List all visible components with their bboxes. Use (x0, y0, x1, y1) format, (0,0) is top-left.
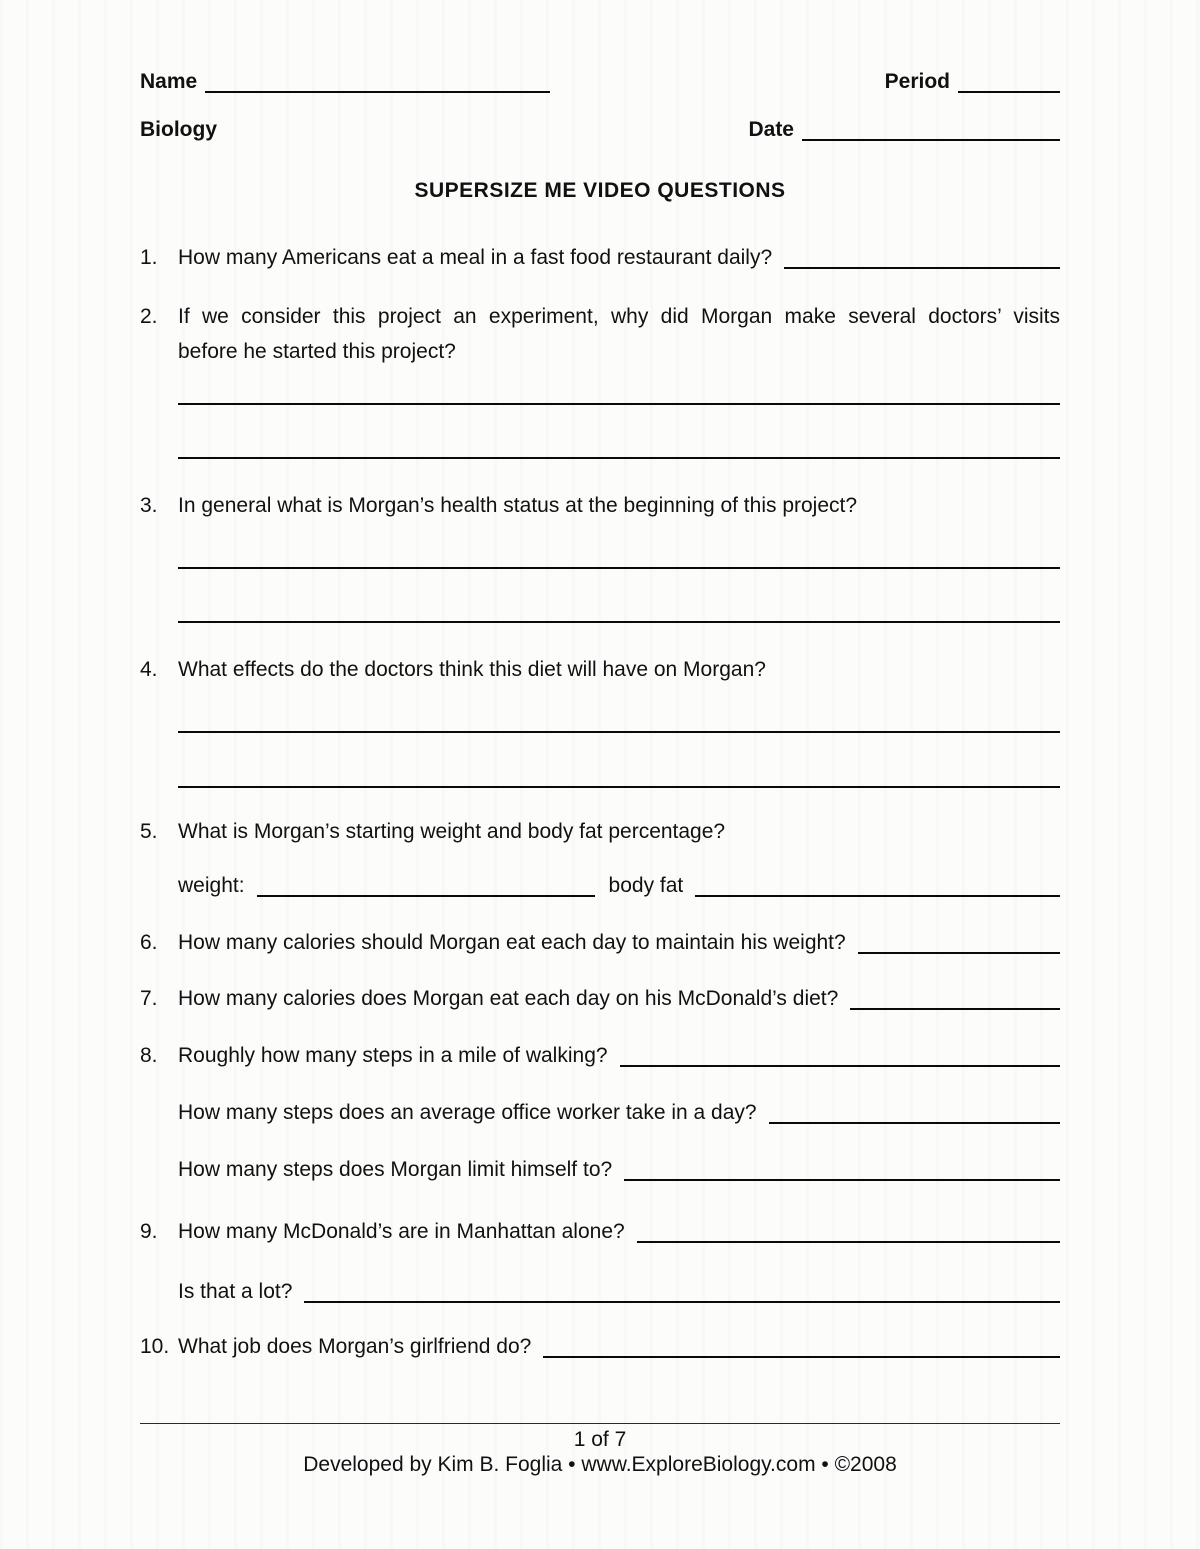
weight-blank[interactable] (257, 895, 595, 897)
question-7-number: 7. (140, 987, 158, 1010)
question-7-answer-blank[interactable] (850, 1008, 1060, 1010)
date-label: Date (748, 118, 794, 141)
question-8-number: 8. (140, 1044, 158, 1067)
question-8-sub-2-text: How many steps does Morgan limit himself to? (178, 1158, 613, 1181)
bodyfat-blank[interactable] (695, 895, 1060, 897)
footer-credit: Developed by Kim B. Foglia • www.ExploreBiology.com • ©2008 (303, 1453, 897, 1476)
question-1-text: How many Americans eat a meal in a fast food restaurant daily? (178, 246, 773, 269)
footer-divider (140, 1423, 1060, 1424)
question-4-number: 4. (140, 658, 158, 681)
question-4-text: What effects do the doctors think this diet will have on Morgan? (178, 658, 766, 681)
question-8-answer-blank[interactable] (620, 1065, 1060, 1067)
question-2 (140, 299, 1060, 369)
period-label: Period (884, 70, 950, 93)
name-label: Name (140, 70, 198, 93)
header-name-row (140, 68, 1060, 96)
question-4-answer-line-1[interactable] (178, 731, 1060, 733)
question-7 (140, 985, 1060, 1013)
question-10-number: 10. (140, 1335, 170, 1358)
question-6 (140, 929, 1060, 957)
question-10-answer-blank[interactable] (543, 1356, 1060, 1358)
question-10 (140, 1333, 1060, 1361)
question-8-text: Roughly how many steps in a mile of walking? (178, 1044, 608, 1067)
question-3-answer-line-2[interactable] (178, 621, 1060, 623)
header-course-row (140, 116, 1060, 144)
question-8-sub-2 (140, 1156, 1060, 1184)
question-3-number: 3. (140, 494, 158, 517)
question-4-answer-line-2[interactable] (178, 786, 1060, 788)
date-blank[interactable] (802, 139, 1060, 141)
question-9-sub-1 (140, 1278, 1060, 1306)
question-2-text (178, 299, 1060, 369)
period-blank[interactable] (958, 91, 1060, 93)
question-2-number: 2. (140, 305, 158, 328)
question-10-text: What job does Morgan’s girlfriend do? (178, 1335, 532, 1358)
question-6-answer-blank[interactable] (858, 952, 1060, 954)
question-5-answer-row (140, 872, 1060, 900)
question-1-number: 1. (140, 246, 158, 269)
question-8 (140, 1042, 1060, 1070)
question-8-sub-2-answer-blank[interactable] (624, 1179, 1060, 1181)
question-4 (140, 656, 1060, 684)
question-6-text: How many calories should Morgan eat each day to maintain his weight? (178, 931, 846, 954)
question-9-sub-1-answer-blank[interactable] (304, 1301, 1060, 1303)
page-title: SUPERSIZE ME VIDEO QUESTIONS (414, 179, 786, 202)
question-9 (140, 1218, 1060, 1246)
question-9-sub-1-text: Is that a lot? (178, 1280, 293, 1303)
question-2-line1: If we consider this project an experiment, why did Morgan make several doctors’ visits (178, 305, 1060, 328)
course-label: Biology (140, 118, 217, 141)
question-8-sub-1-text: How many steps does an average office worker take in a day? (178, 1101, 757, 1124)
question-5-number: 5. (140, 820, 158, 843)
bodyfat-label: body fat (608, 874, 684, 897)
page-number: 1 of 7 (573, 1428, 627, 1451)
question-2-answer-line-1[interactable] (178, 403, 1060, 405)
question-6-number: 6. (140, 931, 158, 954)
question-3-answer-line-1[interactable] (178, 567, 1060, 569)
question-5-text: What is Morgan’s starting weight and body fat percentage? (178, 820, 726, 843)
question-5 (140, 818, 1060, 846)
question-8-sub-1-answer-blank[interactable] (769, 1122, 1060, 1124)
question-3 (140, 492, 1060, 520)
question-1-answer-blank[interactable] (784, 267, 1060, 269)
name-blank[interactable] (205, 91, 550, 93)
weight-label: weight: (178, 874, 245, 897)
question-2-line2: before he started this project? (178, 340, 456, 363)
question-3-text: In general what is Morgan’s health status at the beginning of this project? (178, 494, 858, 517)
question-9-number: 9. (140, 1220, 158, 1243)
question-9-text: How many McDonald’s are in Manhattan alone? (178, 1220, 625, 1243)
question-2-answer-line-2[interactable] (178, 457, 1060, 459)
question-1 (140, 244, 1060, 272)
question-7-text: How many calories does Morgan eat each day on his McDonald’s diet? (178, 987, 839, 1010)
question-9-answer-blank[interactable] (637, 1241, 1060, 1243)
question-8-sub-1 (140, 1099, 1060, 1127)
